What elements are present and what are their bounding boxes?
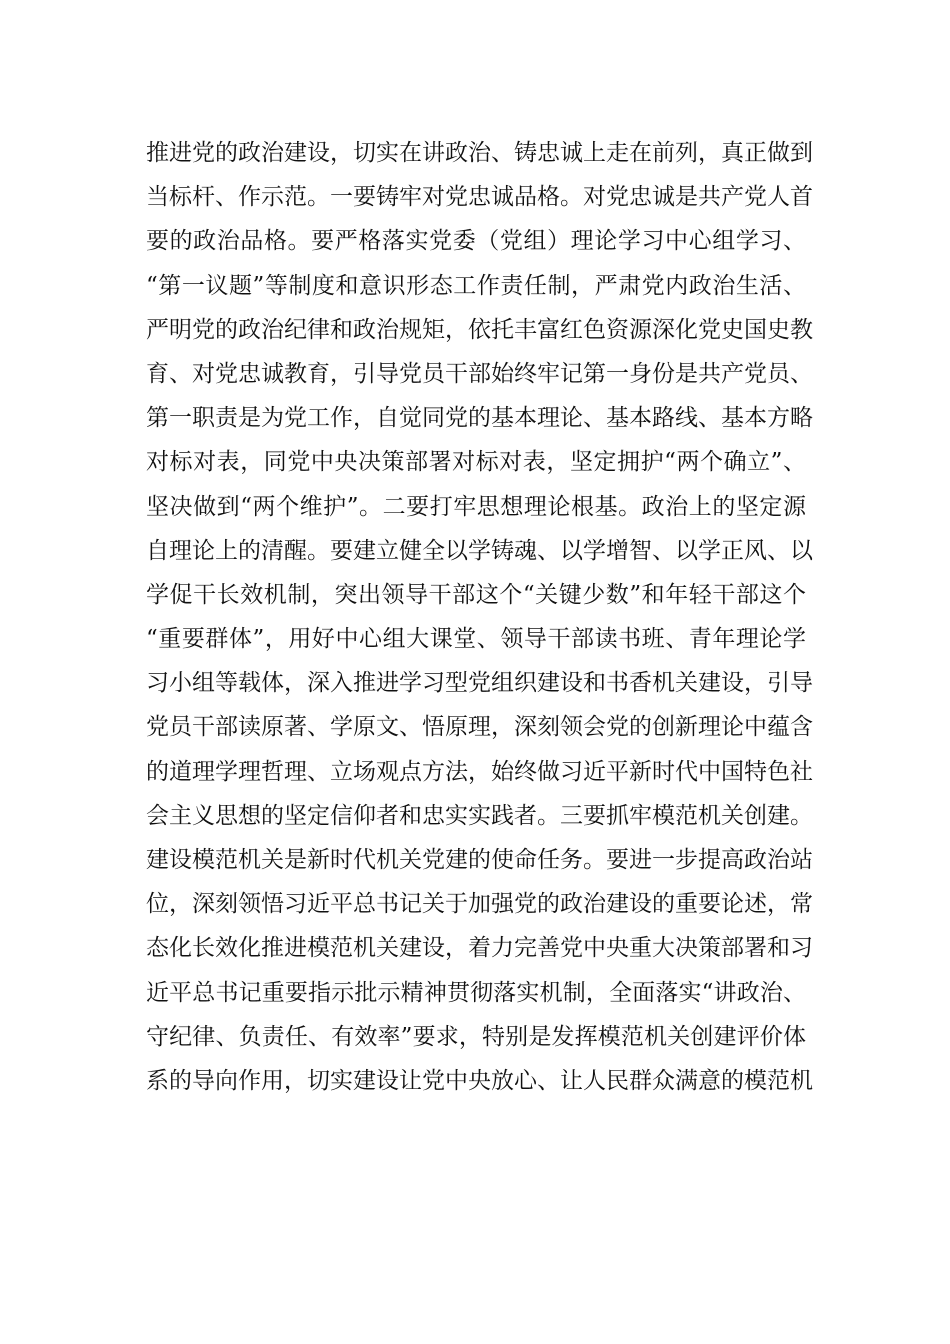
text-line: 第一职责是为党工作，自觉同党的基本理论、基本路线、基本方略	[146, 405, 813, 432]
text-line: 态化长效化推进模范机关建设，着力完善党中央重大决策部署和习	[146, 935, 813, 962]
text-line: 学促干长效机制，突出领导干部这个“关键少数”和年轻干部这个	[146, 581, 806, 608]
text-line: 系的导向作用，切实建设让党中央放心、让人民群众满意的模范机	[146, 1067, 813, 1094]
text-line: 育、对党忠诚教育，引导党员干部始终牢记第一身份是共产党员、	[146, 360, 813, 387]
text-line: 会主义思想的坚定信仰者和忠实实践者。三要抓牢模范机关创建。	[146, 802, 813, 829]
text-line: 自理论上的清醒。要建立健全以学铸魂、以学增智、以学正风、以	[146, 537, 813, 564]
text-line: 要的政治品格。要严格落实党委（党组）理论学习中心组学习、	[146, 228, 806, 255]
text-line: 推进党的政治建设，切实在讲政治、铸忠诚上走在前列，真正做到	[146, 140, 813, 166]
text-line: 严明党的政治纪律和政治规矩，依托丰富红色资源深化党史国史教	[146, 316, 813, 343]
text-line: 守纪律、负责任、有效率”要求，特别是发挥模范机关创建评价体	[146, 1023, 806, 1050]
text-line: “重要群体”，用好中心组大课堂、领导干部读书班、青年理论学	[146, 626, 806, 653]
text-line: 当标杆、作示范。一要铸牢对党忠诚品格。对党忠诚是共产党人首	[146, 184, 813, 211]
text-line: 的道理学理哲理、立场观点方法，始终做习近平新时代中国特色社	[146, 758, 813, 785]
text-line: 坚决做到“两个维护”。二要打牢思想理论根基。政治上的坚定源	[146, 493, 806, 520]
text-line: 对标对表，同党中央决策部署对标对表，坚定拥护“两个确立”、	[146, 449, 806, 476]
text-line: 习小组等载体，深入推进学习型党组织建设和书香机关建设，引导	[146, 670, 813, 697]
text-line: 位，深刻领悟习近平总书记关于加强党的政治建设的重要论述，常	[146, 891, 813, 918]
body-paragraph	[146, 131, 813, 1103]
text-line: 党员干部读原著、学原文、悟原理，深刻领会党的创新理论中蕴含	[146, 714, 813, 741]
text-line: 近平总书记重要指示批示精神贯彻落实机制，全面落实“讲政治、	[146, 979, 806, 1006]
text-line: 建设模范机关是新时代机关党建的使命任务。要进一步提高政治站	[146, 847, 813, 873]
text-line: “第一议题”等制度和意识形态工作责任制，严肃党内政治生活、	[146, 272, 806, 299]
